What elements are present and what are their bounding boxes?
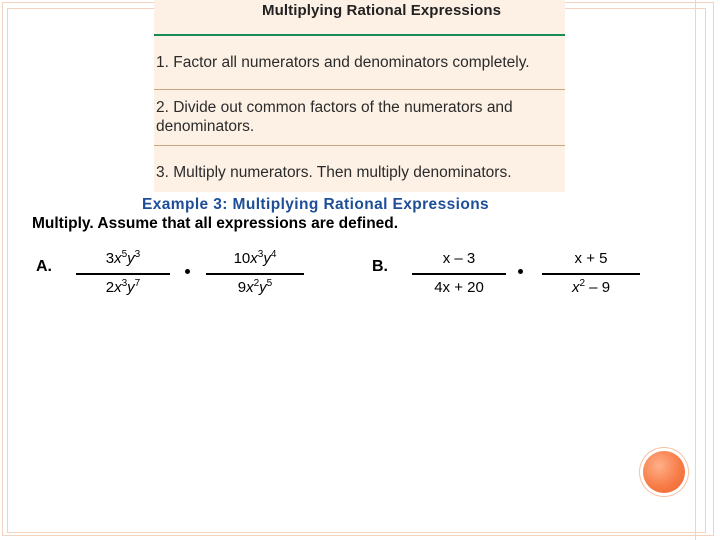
rule-divider: [154, 89, 565, 90]
multiplication-dot-icon: [518, 269, 523, 274]
fraction-denominator: $2x^3y^7$: [105, 278, 141, 296]
problem-a-label: A.: [36, 258, 52, 275]
rule-step-3: 3. Multiply numerators. Then multiply denominators.: [156, 164, 512, 181]
problem-a-fraction-1: [76, 250, 170, 300]
fraction-numerator: $10x^3y^4$: [233, 249, 277, 267]
fraction-bar: [76, 273, 170, 275]
fraction-denominator: 4x + 20: [434, 279, 484, 296]
rules-title: Multiplying Rational Expressions: [262, 2, 502, 19]
fraction-bar: [206, 273, 304, 275]
decorative-orb: [643, 451, 685, 493]
fraction-bar: [542, 273, 640, 275]
problem-b-fraction-2: [542, 250, 640, 300]
rule-step-1: 1. Factor all numerators and denominators completely.: [156, 54, 530, 71]
instruction-text: Multiply. Assume that all expressions are defined.: [32, 215, 399, 232]
fraction-numerator: x – 3: [442, 250, 476, 267]
rule-divider: [154, 145, 565, 146]
rules-box: [154, 0, 565, 192]
fraction-denominator: $9x^2y^5$: [237, 278, 273, 296]
rule-step-2: 2. Divide out common factors of the numerators and denominators.: [156, 99, 513, 135]
fraction-numerator: x + 5: [574, 250, 608, 267]
rules-title-divider: [154, 34, 565, 36]
multiplication-dot-icon: [185, 269, 190, 274]
slide-side-line: [695, 0, 696, 540]
problem-b-fraction-1: [412, 250, 506, 300]
fraction-bar: [412, 273, 506, 275]
example-title: Example 3: Multiplying Rational Expressions: [142, 196, 490, 213]
problem-a-fraction-2: [206, 250, 304, 300]
problem-b-label: B.: [372, 258, 388, 275]
fraction-numerator: $3x^5y^3$: [105, 249, 141, 267]
fraction-denominator: $x^2 - 9$: [571, 278, 611, 296]
